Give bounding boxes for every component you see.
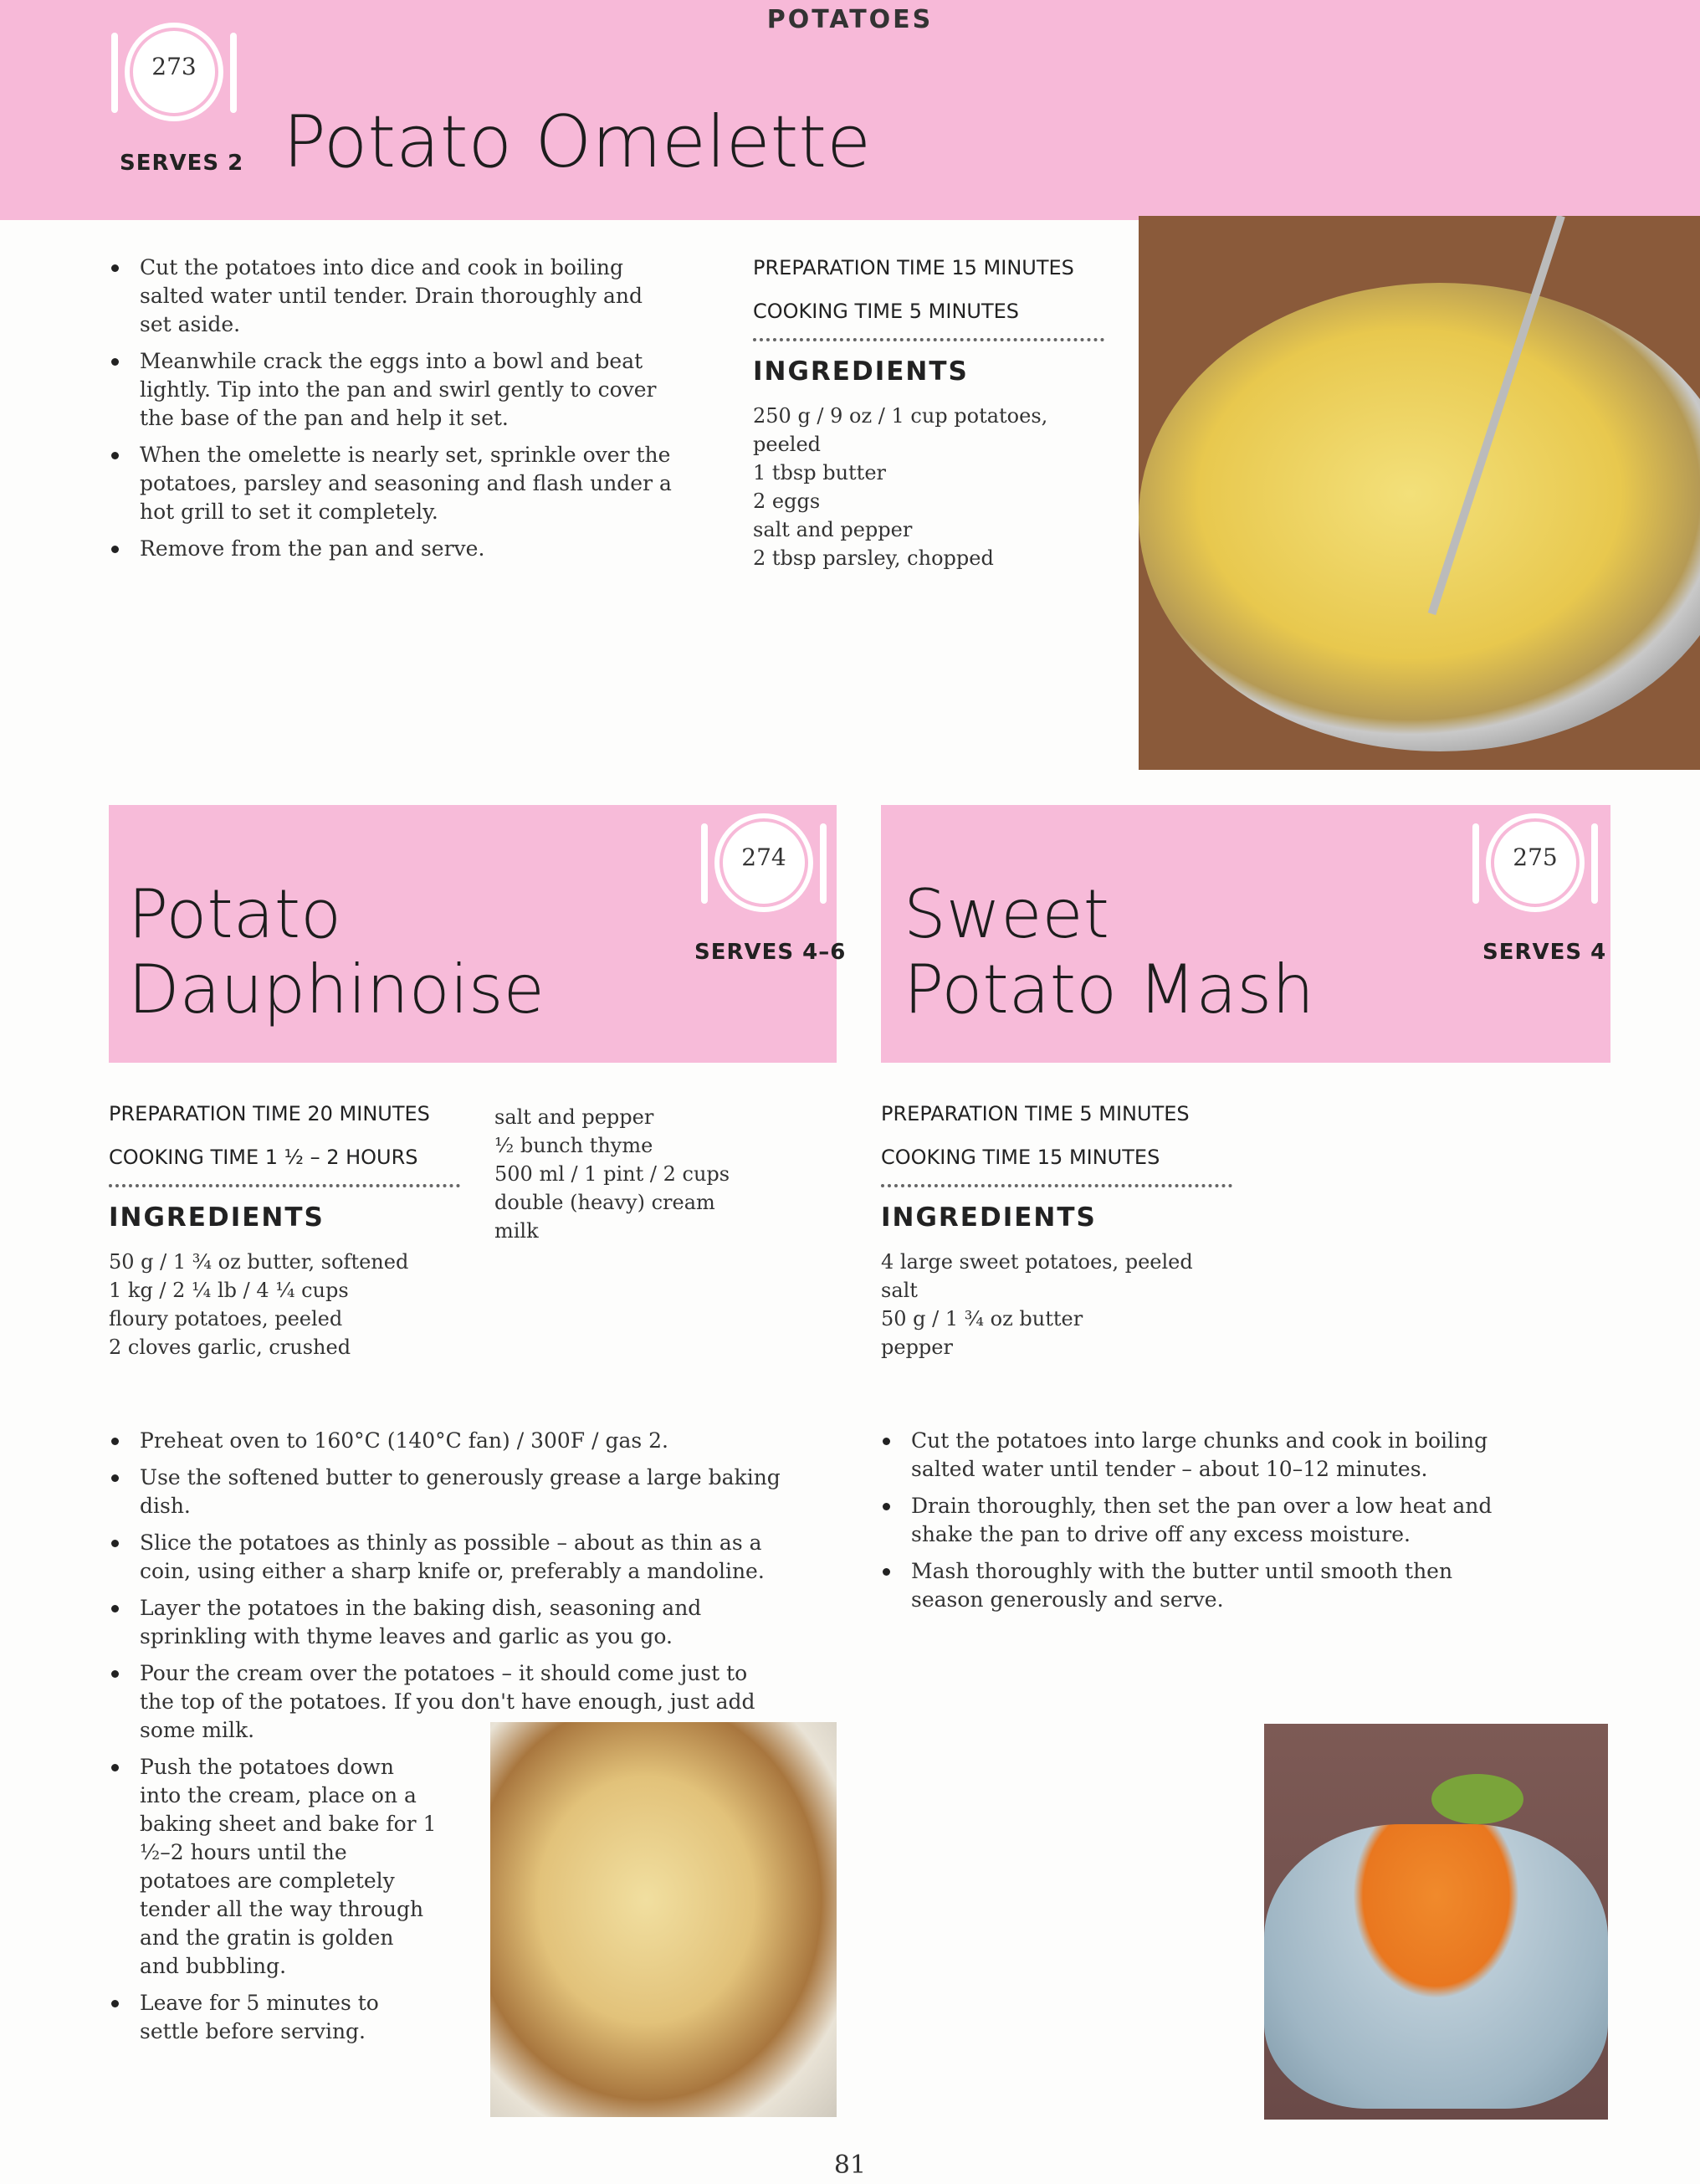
recipe-number: 273 — [151, 53, 197, 80]
method-step: Use the softened butter to generously grease a large baking dish. — [111, 1464, 781, 1520]
fork-icon — [111, 33, 118, 113]
page-number: 81 — [833, 2151, 867, 2180]
ingredient: salt and pepper — [753, 518, 913, 541]
ingredient: 1 kg / 2 ¼ lb / 4 ¼ cups floury potatoes, peeled — [109, 1279, 349, 1330]
plate-icon — [111, 28, 237, 118]
section-title: POTATOES — [766, 5, 934, 34]
ingredients-panel — [881, 1092, 1232, 1361]
ingredients-panel — [109, 1092, 460, 1361]
divider — [881, 1184, 1232, 1187]
ingredient: 1 tbsp butter — [753, 461, 886, 484]
ingredient: 2 eggs — [753, 490, 821, 513]
method-step: Drain thoroughly, then set the pan over a low heat and shake the pan to drive off any excess moisture. — [883, 1492, 1527, 1549]
ingredient: pepper — [881, 1336, 953, 1359]
ingredient: milk — [494, 1219, 539, 1243]
method-step: Cut the potatoes into dice and cook in boiling salted water until tender. Drain thoroughly and set aside. — [111, 254, 680, 339]
ingredient: ½ bunch thyme — [494, 1134, 653, 1157]
recipe-title: Potato Dauphinoise — [128, 875, 545, 1028]
method-step: Layer the potatoes in the baking dish, seasoning and sprinkling with thyme leaves and garlic as you go. — [111, 1594, 781, 1651]
method-step: Remove from the pan and serve. — [111, 535, 680, 563]
plate-icon — [1472, 818, 1598, 909]
divider — [753, 338, 1104, 341]
ingredient: 2 tbsp parsley, chopped — [753, 546, 994, 570]
method-step: Mash thoroughly with the butter until smooth then season generously and serve. — [883, 1557, 1527, 1614]
method-step: Meanwhile crack the eggs into a bowl and beat lightly. Tip into the pan and swirl gently to cover the base of the pan and help it set. — [111, 347, 680, 433]
method-step: When the omelette is nearly set, sprinkle over the potatoes, parsley and seasoning and flash under a hot grill to set it completely. — [111, 441, 680, 526]
knife-icon — [820, 823, 827, 904]
cook-time: COOKING TIME 1 ½ – 2 HOURS — [109, 1146, 418, 1169]
ingredient: salt — [881, 1279, 918, 1302]
ingredient: 2 cloves garlic, crushed — [109, 1336, 351, 1359]
divider — [109, 1184, 460, 1187]
ingredients-heading: INGREDIENTS — [881, 1202, 1097, 1233]
method-step: Push the potatoes down into the cream, place on a baking sheet and bake for 1 ½–2 hours until the potatoes are completely tender all the way through and the gratin is golden and bubbling. — [111, 1753, 438, 1981]
plate-icon — [701, 818, 827, 909]
method-step: Leave for 5 minutes to settle before serving. — [111, 1989, 438, 2046]
recipe-number: 275 — [1513, 843, 1558, 871]
cook-time: COOKING TIME 15 MINUTES — [881, 1146, 1160, 1169]
ingredient: 50 g / 1 ¾ oz butter, softened — [109, 1250, 409, 1274]
ingredient: 500 ml / 1 pint / 2 cups double (heavy) cream — [494, 1162, 730, 1214]
prep-time: PREPARATION TIME 5 MINUTES — [881, 1102, 1190, 1125]
serves: SERVES 2 — [120, 151, 244, 176]
sweet-potato-mash-photo — [1264, 1724, 1608, 2120]
ingredients-col2 — [494, 1103, 804, 1245]
ingredient: 4 large sweet potatoes, peeled — [881, 1250, 1193, 1274]
fork-icon — [701, 823, 708, 904]
recipe-title: Potato Omelette — [283, 100, 872, 184]
recipe-number: 274 — [741, 843, 786, 871]
fork-icon — [1472, 823, 1479, 904]
serves: SERVES 4 — [1482, 940, 1607, 965]
knife-icon — [1591, 823, 1598, 904]
knife-icon — [230, 33, 237, 113]
prep-time: PREPARATION TIME 15 MINUTES — [753, 256, 1074, 279]
method-step: Pour the cream over the potatoes – it should come just to the top of the potatoes. If you don't have enough, just add some milk. — [111, 1659, 781, 1745]
prep-time: PREPARATION TIME 20 MINUTES — [109, 1102, 430, 1125]
ingredients-heading: INGREDIENTS — [109, 1202, 325, 1233]
ingredient: salt and pepper — [494, 1105, 654, 1129]
ingredient: 50 g / 1 ¾ oz butter — [881, 1307, 1083, 1330]
dauphinoise-photo — [490, 1722, 837, 2117]
cook-time: COOKING TIME 5 MINUTES — [753, 300, 1020, 323]
omelette-photo — [1139, 216, 1700, 770]
ingredients-heading: INGREDIENTS — [753, 356, 969, 387]
method-step: Preheat oven to 160°C (140°C fan) / 300F / gas 2. — [111, 1427, 781, 1455]
method-step: Slice the potatoes as thinly as possible – about as thin as a coin, using either a sharp knife or, preferably a mandoline. — [111, 1529, 781, 1586]
method-step: Cut the potatoes into large chunks and cook in boiling salted water until tender – about 10–12 minutes. — [883, 1427, 1527, 1484]
method-list — [111, 254, 680, 572]
method-list — [883, 1427, 1527, 1623]
serves: SERVES 4–6 — [694, 940, 847, 965]
ingredient: 250 g / 9 oz / 1 cup potatoes, peeled — [753, 404, 1048, 456]
recipe-title: Sweet Potato Mash — [904, 875, 1314, 1028]
ingredients-panel — [753, 246, 1104, 572]
